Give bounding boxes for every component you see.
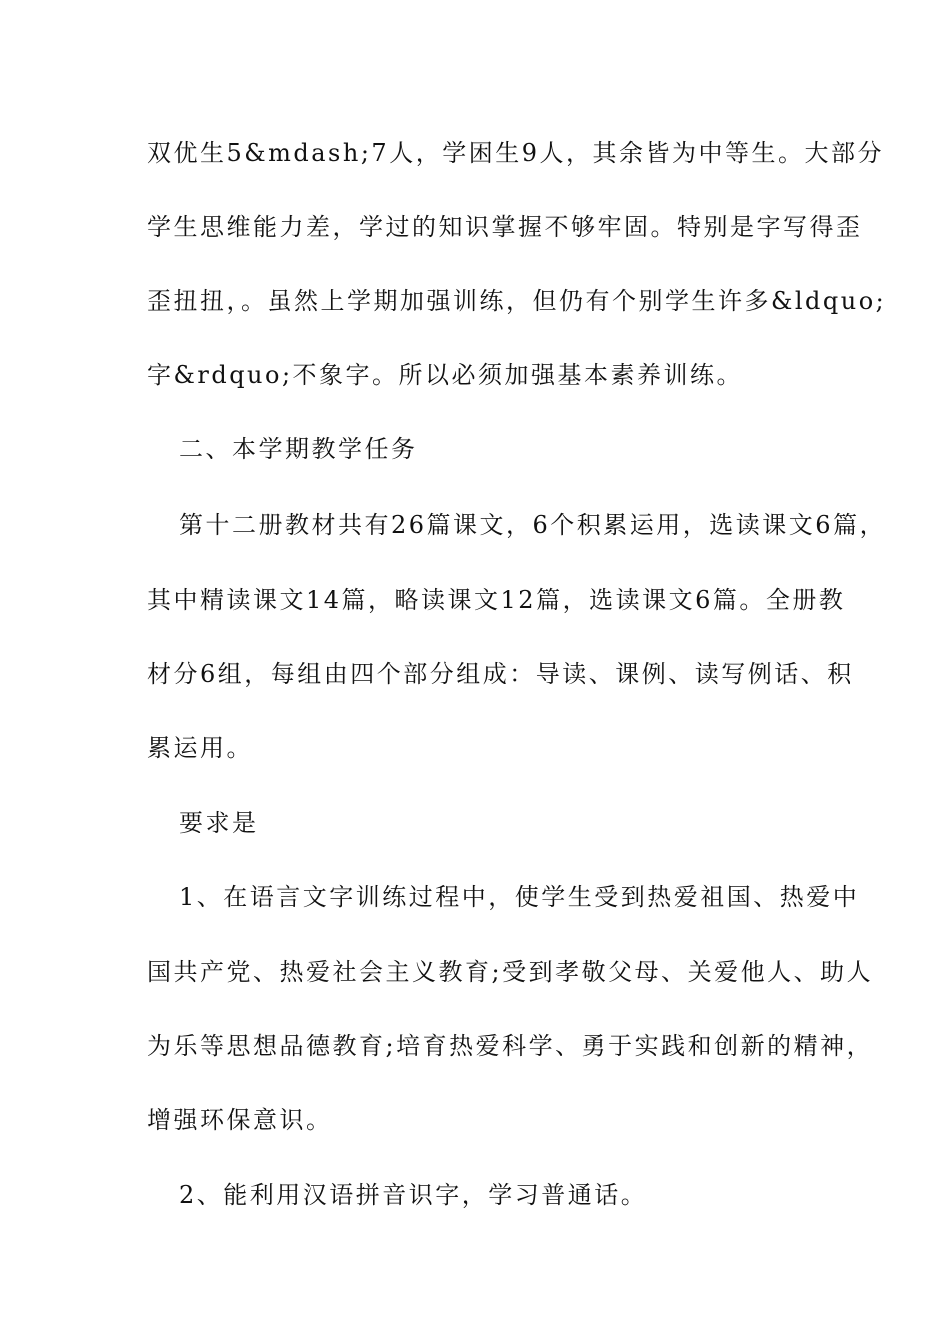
requirement-1-line-2: 国共产党、热爱社会主义教育;受到孝敬父母、关爱他人、助人 bbox=[147, 958, 874, 986]
paragraph-line-2: 学生思维能力差，学过的知识掌握不够牢固。特别是字写得歪 bbox=[147, 213, 863, 241]
requirement-1-line-1: 1、在语言文字训练过程中，使学生受到热爱祖国、热爱中 bbox=[179, 883, 860, 911]
paragraph-line-7: 材分6组，每组由四个部分组成：导读、课例、读写例话、积 bbox=[147, 660, 854, 688]
requirement-1-line-3: 为乐等思想品德教育;培育热爱科学、勇于实践和创新的精神， bbox=[147, 1032, 874, 1060]
requirement-2-line-1: 2、能利用汉语拼音识字，学习普通话。 bbox=[179, 1181, 648, 1209]
paragraph-line-5: 第十二册教材共有26篇课文，6个积累运用，选读课文6篇， bbox=[179, 511, 887, 539]
requirement-1-line-4: 增强环保意识。 bbox=[147, 1106, 333, 1134]
paragraph-line-3: 歪扭扭，。虽然上学期加强训练，但仍有个别学生许多&ldquo; bbox=[147, 287, 887, 315]
paragraph-line-1: 双优生5&mdash;7人，学困生9人，其余皆为中等生。大部分 bbox=[147, 139, 884, 167]
paragraph-line-8: 累运用。 bbox=[147, 734, 253, 762]
paragraph-line-4: 字&rdquo;不象字。所以必须加强基本素养训练。 bbox=[147, 361, 744, 389]
section-heading: 二、本学期教学任务 bbox=[179, 435, 418, 463]
paragraph-line-6: 其中精读课文14篇，略读课文12篇，选读课文6篇。全册教 bbox=[147, 586, 846, 614]
requirements-label: 要求是 bbox=[179, 809, 259, 837]
